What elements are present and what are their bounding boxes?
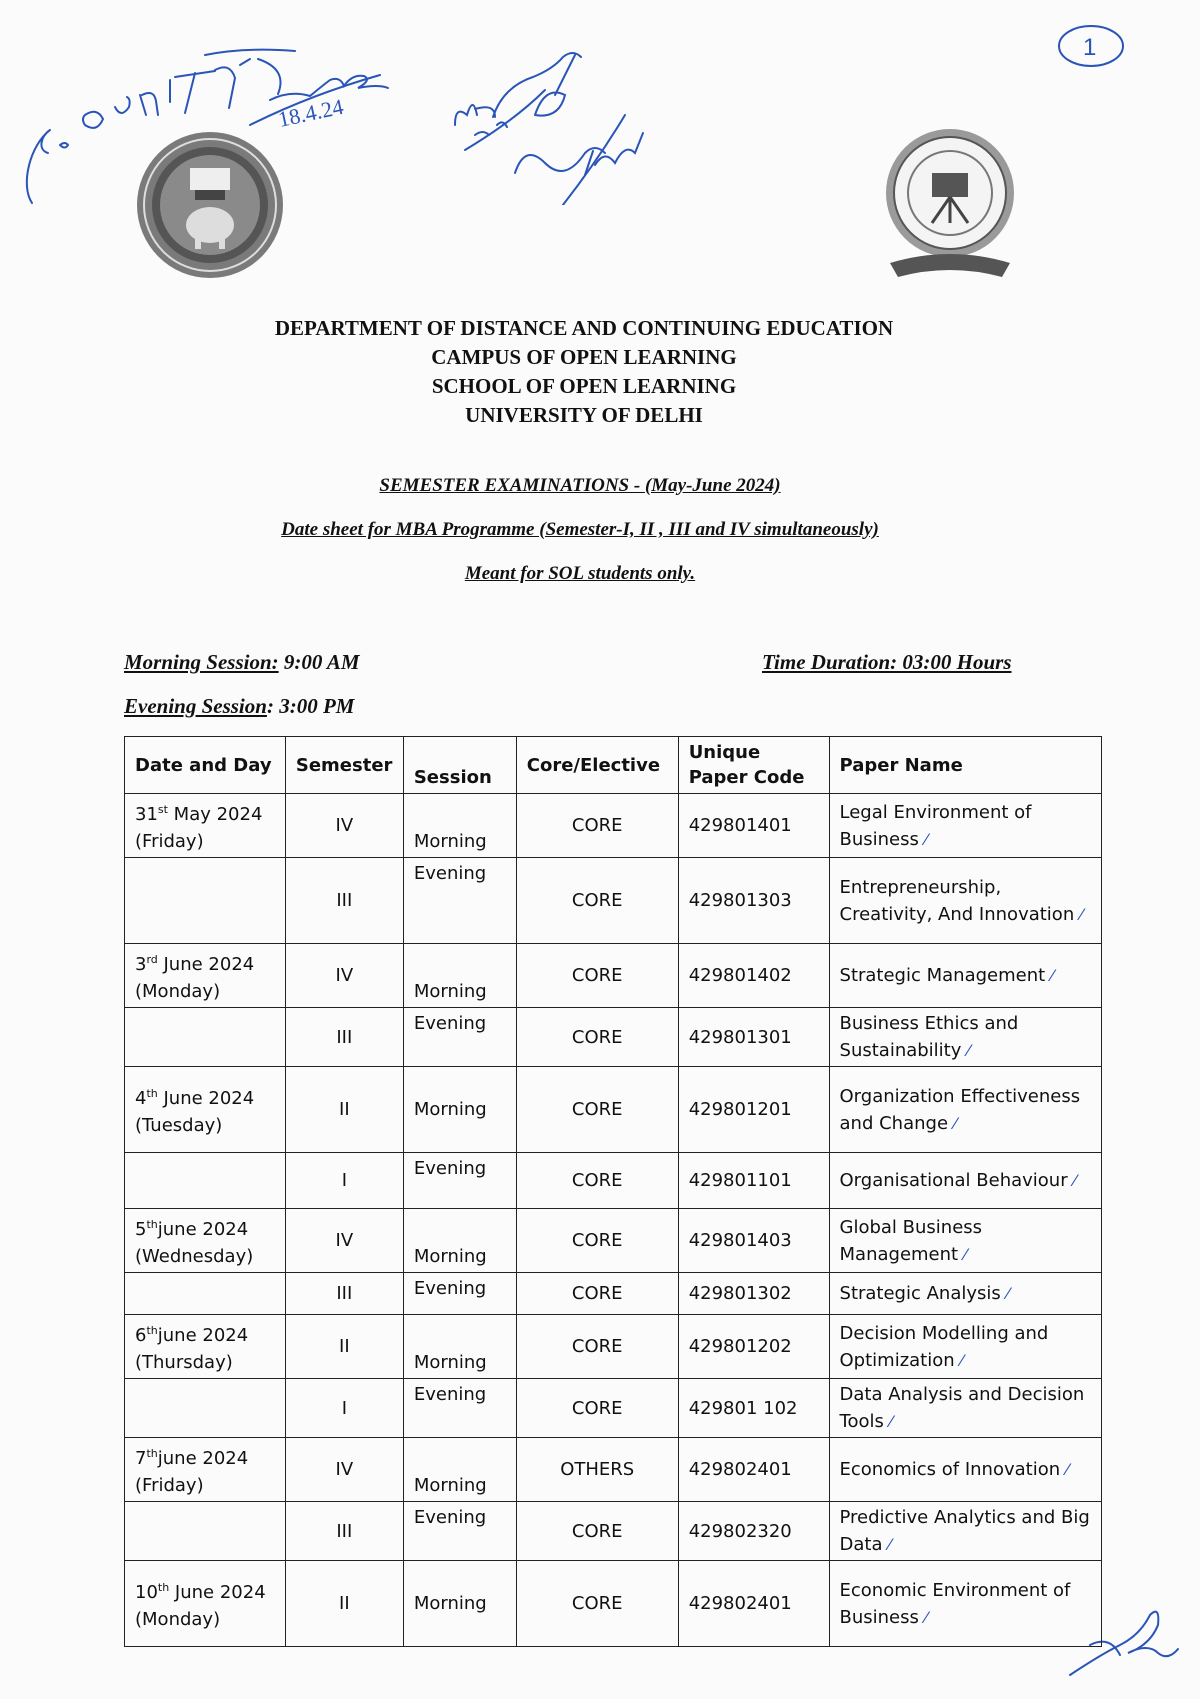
paper-name-cell	[829, 1379, 1101, 1438]
paper-name: Organization Effectiveness and Change	[839, 1085, 1081, 1134]
paper-code-cell: 429801201	[678, 1067, 829, 1153]
table-row	[125, 1561, 1102, 1647]
paper-name: Predictive Analytics and Big Data	[839, 1507, 1090, 1555]
date-day: 6	[135, 1325, 147, 1346]
semester-cell: III	[285, 858, 403, 944]
check-tick-icon: ⁄	[953, 1113, 957, 1133]
type-cell: CORE	[516, 1273, 678, 1315]
paper-name-cell	[829, 1561, 1101, 1647]
paper-code-cell: 429802320	[678, 1502, 829, 1561]
semester-cell: IV	[285, 1438, 403, 1502]
session-cell: Evening	[403, 1379, 516, 1438]
type-cell: CORE	[516, 1067, 678, 1153]
column-header: Semester	[285, 737, 403, 794]
paper-name: Global Business Management	[839, 1216, 983, 1265]
type-cell: CORE	[516, 1209, 678, 1273]
paper-name: Strategic Management	[839, 965, 1046, 986]
header-line-3: SCHOOL OF OPEN LEARNING	[431, 374, 737, 398]
paper-name-cell	[829, 1438, 1101, 1502]
paper-name: Decision Modelling and Optimization	[839, 1322, 1049, 1371]
type-cell: CORE	[516, 858, 678, 944]
date-day: 3	[135, 954, 147, 975]
type-cell: CORE	[516, 794, 678, 858]
semester-cell: III	[285, 1008, 403, 1067]
table-row	[125, 1502, 1102, 1561]
date-cell	[125, 1438, 286, 1502]
date-rest: June 2024 (Monday)	[135, 1582, 266, 1630]
evening-session-label: Evening Session	[124, 694, 267, 718]
date-day: 4	[135, 1088, 147, 1109]
paper-name: Entrepreneurship, Creativity, And Innovation	[839, 876, 1075, 925]
paper-code-cell: 429801301	[678, 1008, 829, 1067]
paper-code-cell: 429802401	[678, 1561, 829, 1647]
paper-name: Legal Environment of Business	[839, 801, 1032, 850]
check-tick-icon: ⁄	[1050, 966, 1054, 985]
check-tick-icon: ⁄	[1073, 1171, 1077, 1190]
type-cell: CORE	[516, 944, 678, 1008]
date-cell	[125, 1379, 286, 1438]
date-day: 7	[135, 1448, 147, 1469]
type-cell: CORE	[516, 1153, 678, 1209]
date-cell	[125, 1067, 286, 1153]
exam-title: SEMESTER EXAMINATIONS - (May-June 2024)	[379, 475, 781, 496]
type-cell: CORE	[516, 1561, 678, 1647]
check-tick-icon: ⁄	[967, 1041, 970, 1060]
table-row	[125, 858, 1102, 944]
date-day: 10	[135, 1582, 158, 1603]
date-suffix: th	[146, 1447, 158, 1460]
date-rest: May 2024 (Friday)	[135, 804, 263, 852]
header-line-1: DEPARTMENT OF DISTANCE AND CONTINUING EDUCATION	[274, 316, 894, 340]
semester-cell: IV	[285, 944, 403, 1008]
date-suffix: rd	[146, 953, 158, 966]
table-row	[125, 1273, 1102, 1315]
type-cell: OTHERS	[516, 1438, 678, 1502]
date-cell	[125, 1153, 286, 1209]
morning-session-label: Morning Session:	[124, 650, 279, 674]
date-suffix: th	[146, 1324, 158, 1337]
table-row	[125, 1008, 1102, 1067]
semester-cell: III	[285, 1502, 403, 1561]
paper-name-cell	[829, 1502, 1101, 1561]
check-tick-icon: ⁄	[963, 1244, 967, 1264]
date-suffix: st	[157, 803, 168, 816]
column-header: Core/Elective	[516, 737, 678, 794]
table-row	[125, 944, 1102, 1008]
handwritten-note-top-center	[435, 25, 695, 205]
session-cell: Morning	[403, 1438, 516, 1502]
date-suffix: th	[146, 1087, 158, 1100]
paper-code-cell: 429802401	[678, 1438, 829, 1502]
paper-name-cell	[829, 944, 1101, 1008]
table-row	[125, 1153, 1102, 1209]
semester-cell: II	[285, 1067, 403, 1153]
table-row	[125, 1379, 1102, 1438]
date-cell	[125, 944, 286, 1008]
date-cell	[125, 1273, 286, 1315]
session-cell: Evening	[403, 858, 516, 944]
paper-code-cell: 429801403	[678, 1209, 829, 1273]
morning-session-time: 9:00 AM	[278, 650, 360, 674]
type-cell: CORE	[516, 1502, 678, 1561]
date-rest: June 2024 (Monday)	[135, 954, 255, 1002]
paper-code-cell: 429801303	[678, 858, 829, 944]
semester-cell: II	[285, 1561, 403, 1647]
semester-cell: I	[285, 1153, 403, 1209]
sol-seal-right	[880, 125, 1020, 285]
table-header-row	[125, 737, 1102, 794]
column-header: Session	[403, 737, 516, 794]
check-tick-icon: ⁄	[924, 1607, 928, 1627]
header-line-2: CAMPUS OF OPEN LEARNING	[431, 345, 737, 369]
paper-name: Business Ethics and Sustainability	[839, 1013, 1019, 1061]
check-tick-icon: ⁄	[1065, 1460, 1069, 1479]
paper-name-cell	[829, 1153, 1101, 1209]
paper-name-cell	[829, 858, 1101, 944]
paper-code-cell: 429801202	[678, 1315, 829, 1379]
paper-name: Data Analysis and Decision Tools	[839, 1384, 1085, 1432]
type-cell: CORE	[516, 1008, 678, 1067]
paper-name: Economics of Innovation	[839, 1459, 1061, 1480]
check-tick-icon: ⁄	[1079, 904, 1083, 924]
morning-session	[124, 650, 360, 675]
date-rest: june 2024 (Wednesday)	[135, 1219, 254, 1267]
date-rest: june 2024 (Thursday)	[135, 1325, 249, 1373]
evening-session	[124, 694, 354, 719]
header-line-4: UNIVERSITY OF DELHI	[465, 403, 703, 427]
date-cell	[125, 1209, 286, 1273]
date-day: 31	[135, 804, 158, 825]
paper-name-cell	[829, 1008, 1101, 1067]
check-tick-icon: ⁄	[889, 1412, 893, 1431]
paper-code-cell: 429801 102	[678, 1379, 829, 1438]
check-tick-icon: ⁄	[1006, 1284, 1010, 1303]
evening-session-time: : 3:00 PM	[266, 694, 355, 718]
semester-cell: IV	[285, 794, 403, 858]
session-cell: Morning	[403, 1561, 516, 1647]
paper-name-cell	[829, 1209, 1101, 1273]
svg-text:MS Shalvo: MS Shalvo	[435, 25, 440, 26]
date-cell	[125, 1315, 286, 1379]
paper-name-cell	[829, 1273, 1101, 1315]
date-cell	[125, 858, 286, 944]
datesheet-table	[124, 736, 1102, 1647]
table-row	[125, 1315, 1102, 1379]
paper-code-cell: 429801302	[678, 1273, 829, 1315]
column-header: Paper Name	[829, 737, 1101, 794]
table-row	[125, 794, 1102, 858]
paper-code-cell: 429801401	[678, 794, 829, 858]
paper-name-cell	[829, 1315, 1101, 1379]
session-cell: Morning	[403, 1067, 516, 1153]
date-day: 5	[135, 1219, 147, 1240]
paper-name: Economic Environment of Business	[839, 1579, 1071, 1628]
time-duration	[762, 650, 1012, 675]
university-seal-left	[135, 130, 285, 280]
session-cell: Evening	[403, 1273, 516, 1315]
session-cell: Evening	[403, 1008, 516, 1067]
date-cell	[125, 1502, 286, 1561]
paper-code-cell: 429801402	[678, 944, 829, 1008]
datesheet-title: Date sheet for MBA Programme (Semester-I, II , III and IV simultaneously)	[281, 519, 879, 540]
session-cell: Evening	[403, 1153, 516, 1209]
time-duration-label: Time Duration: 03:00 Hours	[762, 650, 1012, 674]
date-rest: june 2024 (Friday)	[135, 1448, 249, 1496]
paper-name-cell	[829, 794, 1101, 858]
date-cell	[125, 1561, 286, 1647]
paper-name-cell	[829, 1067, 1101, 1153]
semester-cell: I	[285, 1379, 403, 1438]
semester-cell: II	[285, 1315, 403, 1379]
date-suffix: th	[146, 1218, 158, 1231]
column-header: Date and Day	[125, 737, 286, 794]
date-rest: June 2024 (Tuesday)	[135, 1088, 255, 1136]
session-cell: Morning	[403, 1209, 516, 1273]
session-cell: Evening	[403, 1502, 516, 1561]
session-cell: Morning	[403, 1315, 516, 1379]
paper-name: Organisational Behaviour	[839, 1170, 1068, 1191]
semester-cell: IV	[285, 1209, 403, 1273]
sign-date: 18.4.24	[275, 93, 346, 132]
paper-code-cell: 429801101	[678, 1153, 829, 1209]
session-cell: Morning	[403, 944, 516, 1008]
table-row	[125, 1438, 1102, 1502]
type-cell: CORE	[516, 1379, 678, 1438]
table-row	[125, 1209, 1102, 1273]
check-tick-icon: ⁄	[960, 1350, 964, 1370]
check-tick-icon: ⁄	[924, 829, 928, 849]
date-cell	[125, 1008, 286, 1067]
date-cell	[125, 794, 286, 858]
svg-text:1: 1	[1083, 34, 1097, 61]
column-header: Unique Paper Code	[678, 737, 829, 794]
type-cell: CORE	[516, 1315, 678, 1379]
session-cell: Morning	[403, 794, 516, 858]
check-tick-icon: ⁄	[888, 1535, 891, 1554]
page-number-mark	[1055, 22, 1135, 72]
semester-cell: III	[285, 1273, 403, 1315]
paper-name: Strategic Analysis	[839, 1283, 1001, 1304]
audience-note: Meant for SOL students only.	[464, 563, 696, 584]
date-suffix: th	[157, 1581, 170, 1594]
table-row	[125, 1067, 1102, 1153]
